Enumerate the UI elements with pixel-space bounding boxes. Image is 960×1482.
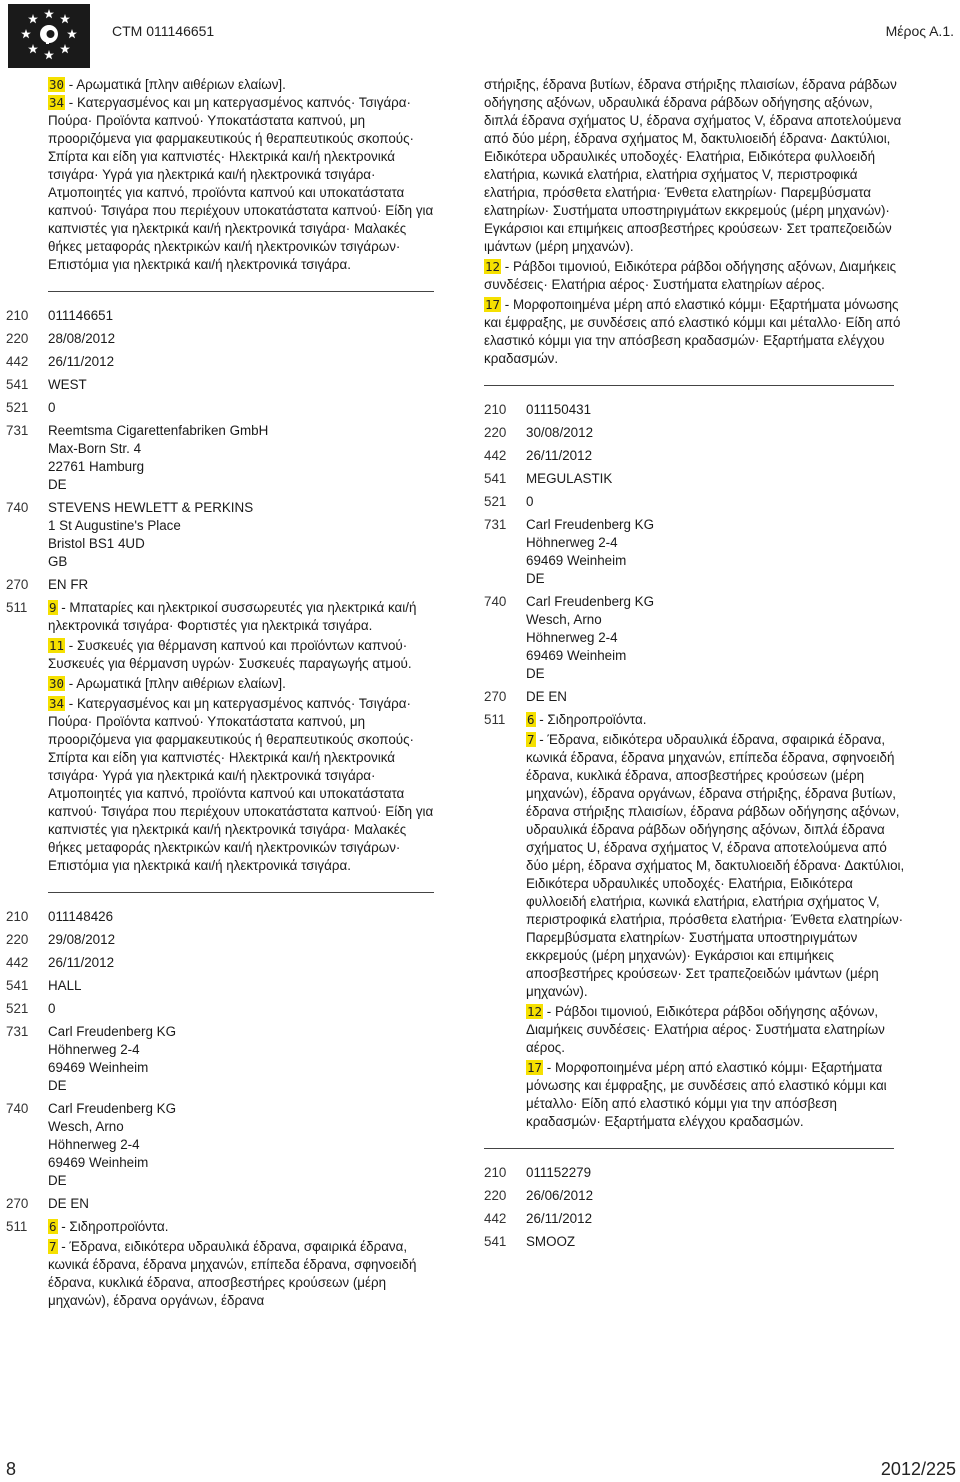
address-line: Max-Born Str. 4 [48,441,142,456]
field-code: 210 [6,909,29,924]
field-511 [484,711,908,1131]
address-line: Höhnerweg 2-4 [48,1042,140,1057]
field-code: 220 [484,1188,507,1203]
application-number: 011146651 [48,308,114,323]
class-text: - Κατεργασμένος και μη κατεργασμένος καπνός· Τσιγάρα· Πούρα· Προϊόντα καπνού· Υποκατάστατα καπνού, μη προοριζόμενα για φαρμακευτικούς ή θεραπευτικούς σκοπούς· Σπίρτα και είδη για καπνιστές· Ηλεκτρικά και/ή ηλεκτρονικά τσιγάρα· Υγρά για ηλεκτρικά και/ή ηλεκτρονικά τσιγάρα· Ατμοποιητές για καπνό, προϊόντα καπνού και υποκατάστατα καπνού· Τσιγάρα που περιέχουν υποκατάστατα καπνού· Είδη για καπνιστές για ηλεκτρικά και/ή ηλεκτρονικά τσιγάρα· Μαλακές θήκες μεταφοράς ηλεκτρικών και/ή ηλεκτρονικών τσιγάρων· Επιστόμια για ηλεκτρικά και/ή ηλεκτρονικά τσιγάρα. [48,95,434,272]
address-line: Höhnerweg 2-4 [526,535,618,550]
field-value: 0 [48,1001,56,1016]
entry-divider [48,291,434,292]
trademark-entry [484,1164,908,1251]
class-entry [48,675,434,693]
field-code: 270 [484,689,507,704]
class-number: 17 [527,1060,543,1075]
class-text: - Σιδηροπροϊόντα. [57,1219,169,1234]
field-code: 541 [484,1234,507,1249]
field-521 [6,399,434,417]
field-270 [6,1195,434,1213]
class-entry [526,1059,908,1131]
field-value: 0 [526,494,534,509]
class-text: - Έδρανα, ειδικότερα υδραυλικά έδρανα, σφαιρικά έδρανα, κωνικά έδρανα, έδρανα μηχανών, επίπεδα έδρανα, σφηνοειδή έδρανα, κυκλικά έδρανα, αποσβεστήρες κρούσεων (μέρη μηχανών), έδρανα οργάνων, έδρανα στήριξης, έδρανα βυτίων, έδρανα στήριξης πλαισίων, έδρανα ράβδων οδήγησης αξόνων, υδραυλικά έδρανα ράβδων οδήγησης αξόνων, διπλά έδρανα σχήματος U, έδρανα σχήματος V, έδρανα αποτελούμενα από δύο μέρη, έδρανα σχήματος Μ, δακτυλιοειδή έδρανα· Δακτύλιοι, Ειδικότερα υδραυλικές υποδοχές· Ελατήρια, Ειδικότερα φυλλοειδή ελατήρια, κωνικά ελατήρια, ελατήρια σχήματος V, περιστροφικά ελατήρια, πρόσθετα ελατήρια· Ένθετα ελατηρίων· Παρεμβύσματα ελατηρίων· Συστήματα υποστηριγμάτων εκκρεμούς (μέρη μηχανών)· Εγκάρσιοι και επιμήκεις αποσβεστήρες κρούσεων· Σετ τραπεζοειδών ιμάντων (μέρη μηχανών). [526,732,905,999]
address-line: DE [48,477,67,492]
class-text: - Αρωματικά [πλην αιθέριων ελαίων]. [65,676,286,691]
header-title: CTM 011146651 [112,23,215,39]
languages: DE EN [526,689,567,704]
publication-date: 26/11/2012 [48,955,115,970]
field-code: 270 [6,577,29,592]
ohim-logo-icon [8,4,90,68]
trademark-entry [484,401,908,1131]
applicant-address [48,422,434,494]
mark-name: WEST [48,377,87,392]
field-270 [484,688,908,706]
field-210 [484,1164,908,1182]
class-number: 12 [527,1004,543,1019]
address-line: DE [526,571,545,586]
address-line: Carl Freudenberg KG [48,1101,177,1116]
address-line: 69469 Weinheim [526,648,627,663]
field-code: 511 [6,1219,28,1234]
class-entry [48,1238,434,1310]
class-number: 7 [527,732,535,747]
field-code: 740 [484,594,507,609]
field-220 [6,931,434,949]
address-line: GB [48,554,68,569]
field-511 [6,1218,434,1310]
languages: DE EN [48,1196,89,1211]
field-code: 740 [6,1101,29,1116]
field-442 [6,954,434,972]
field-210 [6,307,434,325]
class-text: - Συσκευές για θέρμανση καπνού και προϊόντων καπνού· Συσκευές για θέρμανση υγρών· Συσκευές παραγωγής ατμού. [48,638,412,671]
class-number: 34 [49,95,65,110]
application-number: 011148426 [48,909,114,924]
class-text: - Έδρανα, ειδικότερα υδραυλικά έδρανα, σφαιρικά έδρανα, κωνικά έδρανα, έδρανα μηχανών, επίπεδα έδρανα, σφηνοειδή έδρανα, κυκλικά έδρανα, αποσβεστήρες κρούσεων (μέρη μηχανών), έδρανα οργάνων, έδρανα [48,1239,417,1308]
field-541 [484,1233,908,1251]
field-code: 740 [6,500,29,515]
field-740 [6,1100,434,1190]
field-210 [6,908,434,926]
address-line: Carl Freudenberg KG [526,517,655,532]
mark-name: MEGULASTIK [526,471,613,486]
address-line: DE [526,666,545,681]
class-entry [48,599,434,635]
field-code: 541 [6,978,29,993]
class-entry [526,731,908,1001]
class-text: - Μπαταρίες και ηλεκτρικοί συσσωρευτές για ηλεκτρικά και/ή ηλεκτρονικά τσιγάρα· Φορτιστές για ηλεκτρικά τσιγάρα. [48,600,417,633]
class-text-continued: στήριξης, έδρανα βυτίων, έδρανα στήριξης πλαισίων, έδρανα ράβδων οδήγησης αξόνων, υδραυλικά έδρανα ράβδων οδήγησης αξόνων, διπλά έδρανα σχήματος U, έδρανα σχήματος V, έδρανα αποτελούμενα από δύο μέρη, έδρανα σχήματος Μ, δακτυλιοειδή έδρανα· Δακτύλιοι, Ειδικότερα υδραυλικές υποδοχές· Ελατήρια, Ειδικότερα φυλλοειδή ελατήρια, κωνικά ελατήρια, ελατήρια σχήματος V, περιστροφικά ελατήρια, πρόσθετα ελατήρια· Ένθετα ελατηρίων· Παρεμβύσματα ελατηρίων· Συστήματα υποστηριγμάτων εκκρεμούς (μέρη μηχανών)· Εγκάρσιοι και επιμήκεις αποσβεστήρες κρούσεων· Σετ τραπεζοειδών ιμάντων (μέρη μηχανών). [484,77,902,254]
field-code: 731 [484,517,507,532]
mark-name: HALL [48,978,82,993]
applicant-address [526,516,908,588]
entry-divider [484,1148,894,1149]
field-code: 210 [6,308,29,323]
entry-divider [484,385,894,386]
right-column [484,76,908,1256]
bulletin-issue: 2012/225 [880,1459,956,1479]
field-code: 511 [484,712,506,727]
field-code: 442 [6,354,29,369]
field-code: 521 [6,400,29,415]
address-line: DE [48,1078,67,1093]
field-220 [484,1187,908,1205]
field-code: 731 [6,423,29,438]
goods-classes [48,1218,434,1310]
class-text: - Ράβδοι τιμονιού, Ειδικότερα ράβδοι οδήγησης αξόνων, Διαμήκεις συνδέσεις· Ελατήρια αέρος· Συστήματα ελατηρίων αέρος. [526,1004,885,1055]
class-entry [526,1003,908,1057]
class-number: 6 [527,712,535,727]
field-code: 220 [484,425,507,440]
publication-date: 26/11/2012 [48,354,115,369]
class-entry [526,711,908,729]
mark-name: SMOOZ [526,1234,576,1249]
field-code: 270 [6,1196,29,1211]
address-line: 22761 Hamburg [48,459,145,474]
filing-date: 26/06/2012 [526,1188,594,1203]
address-line: Reemtsma Cigarettenfabriken GmbH [48,423,269,438]
field-442 [6,353,434,371]
field-521 [6,1000,434,1018]
class-number: 9 [49,600,57,615]
left-column [6,76,434,1315]
class-text: - Μορφοποιημένα μέρη από ελαστικό κόμμι· Εξαρτήματα μόνωσης και έμφραξης, με συνδέσεις από ελαστικό κόμμι και μέταλλο· Είδη από ελαστικό κόμμι για την απόσβεση κραδασμών· Εξαρτήματα ελέγχου κραδασμών. [484,297,901,366]
class-text: - Ράβδοι τιμονιού, Ειδικότερα ράβδοι οδήγησης αξόνων, Διαμήκεις συνδέσεις· Ελατήρια αέρος· Συστήματα ελατηρίων αέρος. [484,259,897,292]
trademark-entry [6,908,434,1310]
class-entry [48,695,434,875]
field-541 [484,470,908,488]
address-line: DE [48,1173,67,1188]
filing-date: 30/08/2012 [526,425,594,440]
class-entry [48,76,434,94]
applicant-address [48,1023,434,1095]
entry-divider [48,892,434,893]
field-740 [6,499,434,571]
class-entry [48,637,434,673]
field-code: 511 [6,600,28,615]
field-code: 731 [6,1024,29,1039]
trademark-entry [6,307,434,875]
field-code: 541 [6,377,29,392]
representative-address [526,593,908,683]
field-521 [484,493,908,511]
left-continuation [48,76,434,274]
application-number: 011152279 [526,1165,592,1180]
field-code: 442 [484,448,507,463]
filing-date: 28/08/2012 [48,331,116,346]
field-511 [6,599,434,875]
field-code: 210 [484,402,507,417]
address-line: Carl Freudenberg KG [48,1024,177,1039]
class-entry [48,94,434,274]
representative-address [48,1100,434,1190]
field-code: 521 [6,1001,29,1016]
address-line: Wesch, Arno [526,612,602,627]
class-text: - Αρωματικά [πλην αιθέριων ελαίων]. [65,77,286,92]
field-740 [484,593,908,683]
field-value: 0 [48,400,56,415]
publication-date: 26/11/2012 [526,448,593,463]
field-code: 442 [484,1211,507,1226]
languages: EN FR [48,577,89,592]
field-442 [484,1210,908,1228]
address-line: Wesch, Arno [48,1119,124,1134]
address-line: 69469 Weinheim [48,1060,149,1075]
header-section: Μέρος Α.1. [885,23,954,39]
field-731 [6,1023,434,1095]
class-number: 17 [485,297,501,312]
address-line: Carl Freudenberg KG [526,594,655,609]
address-line: Höhnerweg 2-4 [526,630,618,645]
class-text: - Σιδηροπροϊόντα. [535,712,647,727]
field-220 [484,424,908,442]
field-731 [6,422,434,494]
field-220 [6,330,434,348]
address-line: 69469 Weinheim [526,553,627,568]
field-731 [484,516,908,588]
class-entry [484,296,908,368]
class-number: 34 [49,696,65,711]
class-text: - Μορφοποιημένα μέρη από ελαστικό κόμμι· Εξαρτήματα μόνωσης και έμφραξης, με συνδέσεις από ελαστικό κόμμι και μέταλλο· Είδη από ελαστικό κόμμι για την απόσβεση κραδασμών· Εξαρτήματα ελέγχου κραδασμών. [526,1060,887,1129]
application-number: 011150431 [526,402,592,417]
address-line: 1 St Augustine's Place [48,518,181,533]
field-270 [6,576,434,594]
class-text: - Κατεργασμένος και μη κατεργασμένος καπνός· Τσιγάρα· Πούρα· Προϊόντα καπνού· Υποκατάστατα καπνού, μη προοριζόμενα για φαρμακευτικούς ή θεραπευτικούς σκοπούς· Σπίρτα και είδη για καπνιστές· Ηλεκτρικά και/ή ηλεκτρονικά τσιγάρα· Υγρά για ηλεκτρικά και/ή ηλεκτρονικά τσιγάρα· Ατμοποιητές για καπνό, προϊόντα καπνού και υποκατάστατα καπνού· Τσιγάρα που περιέχουν υποκατάστατα καπνού· Είδη για καπνιστές για ηλεκτρικά και/ή ηλεκτρονικά τσιγάρα· Μαλακές θήκες μεταφοράς ηλεκτρικών και/ή ηλεκτρονικών τσιγάρων· Επιστόμια για ηλεκτρικά και/ή ηλεκτρονικά τσιγάρα. [48,696,434,873]
field-442 [484,447,908,465]
representative-address [48,499,434,571]
field-541 [6,977,434,995]
field-541 [6,376,434,394]
class-entry [484,258,908,294]
class-number: 12 [485,259,501,274]
field-code: 220 [6,331,29,346]
field-code: 541 [484,471,507,486]
class-number: 7 [49,1239,57,1254]
field-code: 220 [6,932,29,947]
field-code: 442 [6,955,29,970]
filing-date: 29/08/2012 [48,932,116,947]
class-number: 11 [49,638,65,653]
address-line: Bristol BS1 4UD [48,536,145,551]
address-line: 69469 Weinheim [48,1155,149,1170]
address-line: STEVENS HEWLETT & PERKINS [48,500,254,515]
class-entry [48,1218,434,1236]
goods-classes [48,599,434,875]
publication-date: 26/11/2012 [526,1211,593,1226]
address-line: Höhnerweg 2-4 [48,1137,140,1152]
class-number: 6 [49,1219,57,1234]
right-continuation [484,76,908,368]
class-number: 30 [49,77,65,92]
field-code: 521 [484,494,507,509]
page-number: 8 [6,1459,17,1479]
class-number: 30 [49,676,65,691]
field-code: 210 [484,1165,507,1180]
field-210 [484,401,908,419]
goods-classes [526,711,908,1131]
